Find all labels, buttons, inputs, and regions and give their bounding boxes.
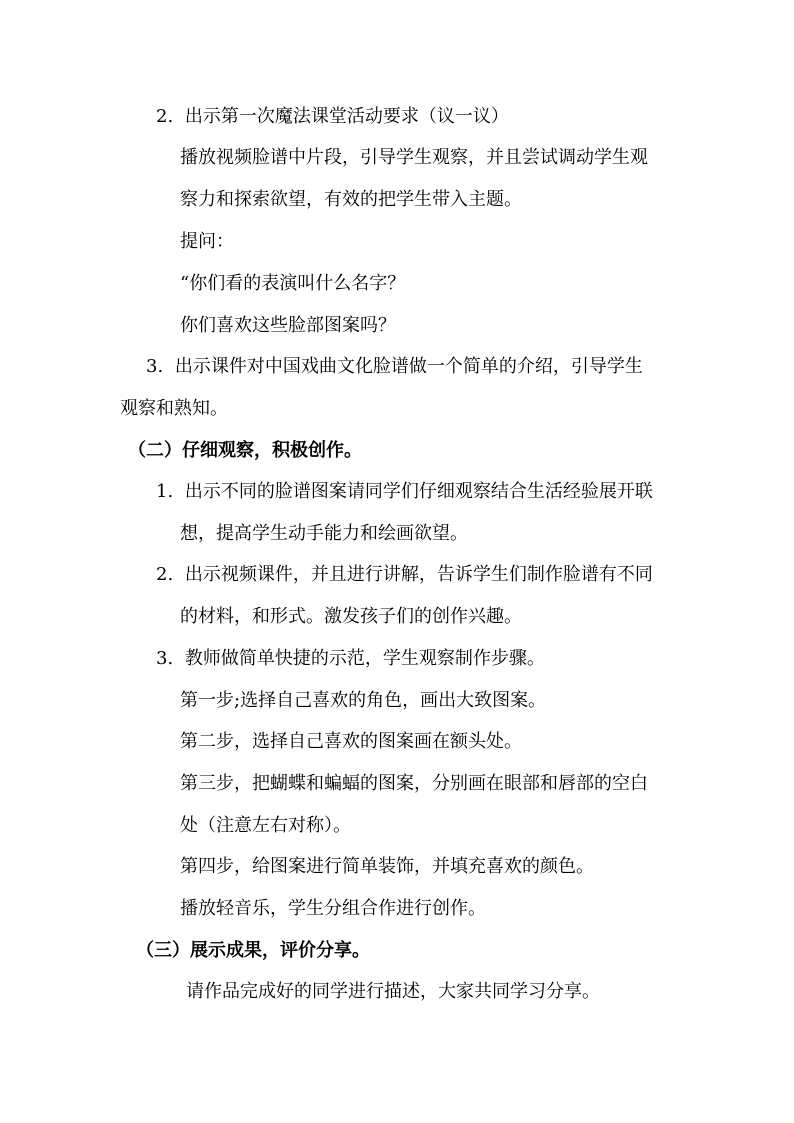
step-line: 处（注意左右对称）。: [180, 815, 351, 836]
item-number: 2.: [156, 564, 174, 585]
item-text: 教师做简单快捷的示范，学生观察制作步骤。: [184, 648, 545, 669]
item-2-heading: [156, 106, 509, 128]
step-line: 第三步，把蝴蝶和蝙蝠的图案，分别画在眼部和唇部的空白: [180, 773, 648, 794]
paragraph-line: 的材料，和形式。激发孩子们的创作兴趣。: [180, 606, 522, 627]
paragraph-line: 观察和熟知。: [120, 398, 228, 419]
question-label: 提问：: [180, 231, 234, 252]
item-3-line: [146, 356, 643, 378]
paragraph-line: 请作品完成好的同学进行描述，大家共同学习分享。: [186, 981, 600, 1002]
item-text: 出示课件对中国戏曲文化脸谱做一个简单的介绍，引导学生: [174, 356, 643, 377]
list-item: [156, 481, 653, 503]
question-line: “你们看的表演叫什么名字？: [180, 273, 406, 294]
item-number: 2.: [156, 106, 174, 127]
item-text: 出示视频课件，并且进行讲解，告诉学生们制作脸谱有不同: [184, 564, 653, 585]
list-item: [156, 648, 545, 670]
section-heading: （二）仔细观察，积极创作。: [128, 440, 362, 461]
question-line: 你们喜欢这些脸部图案吗？: [180, 315, 396, 336]
step-line: 第一步;选择自己喜欢的角色，画出大致图案。: [180, 690, 547, 711]
paragraph-line: 播放视频脸谱中片段，引导学生观察，并且尝试调动学生观: [180, 147, 648, 168]
paragraph-line: 想，提高学生动手能力和绘画欲望。: [180, 523, 468, 544]
section-heading: （三）展示成果，评价分享。: [136, 940, 370, 961]
paragraph-line: 察力和探索欲望，有效的把学生带入主题。: [180, 189, 522, 210]
step-line: 第四步，给图案进行简单装饰，并填充喜欢的颜色。: [180, 856, 594, 877]
list-item: [156, 564, 653, 586]
item-number: 3.: [156, 648, 174, 669]
item-text: 出示第一次魔法课堂活动要求（议一议）: [184, 106, 509, 127]
item-number: 1.: [156, 481, 174, 502]
paragraph-line: 播放轻音乐，学生分组合作进行创作。: [180, 898, 486, 919]
step-line: 第二步，选择自己喜欢的图案画在额头处。: [180, 731, 522, 752]
item-number: 3.: [146, 356, 164, 377]
item-text: 出示不同的脸谱图案请同学们仔细观察结合生活经验展开联: [184, 481, 653, 502]
